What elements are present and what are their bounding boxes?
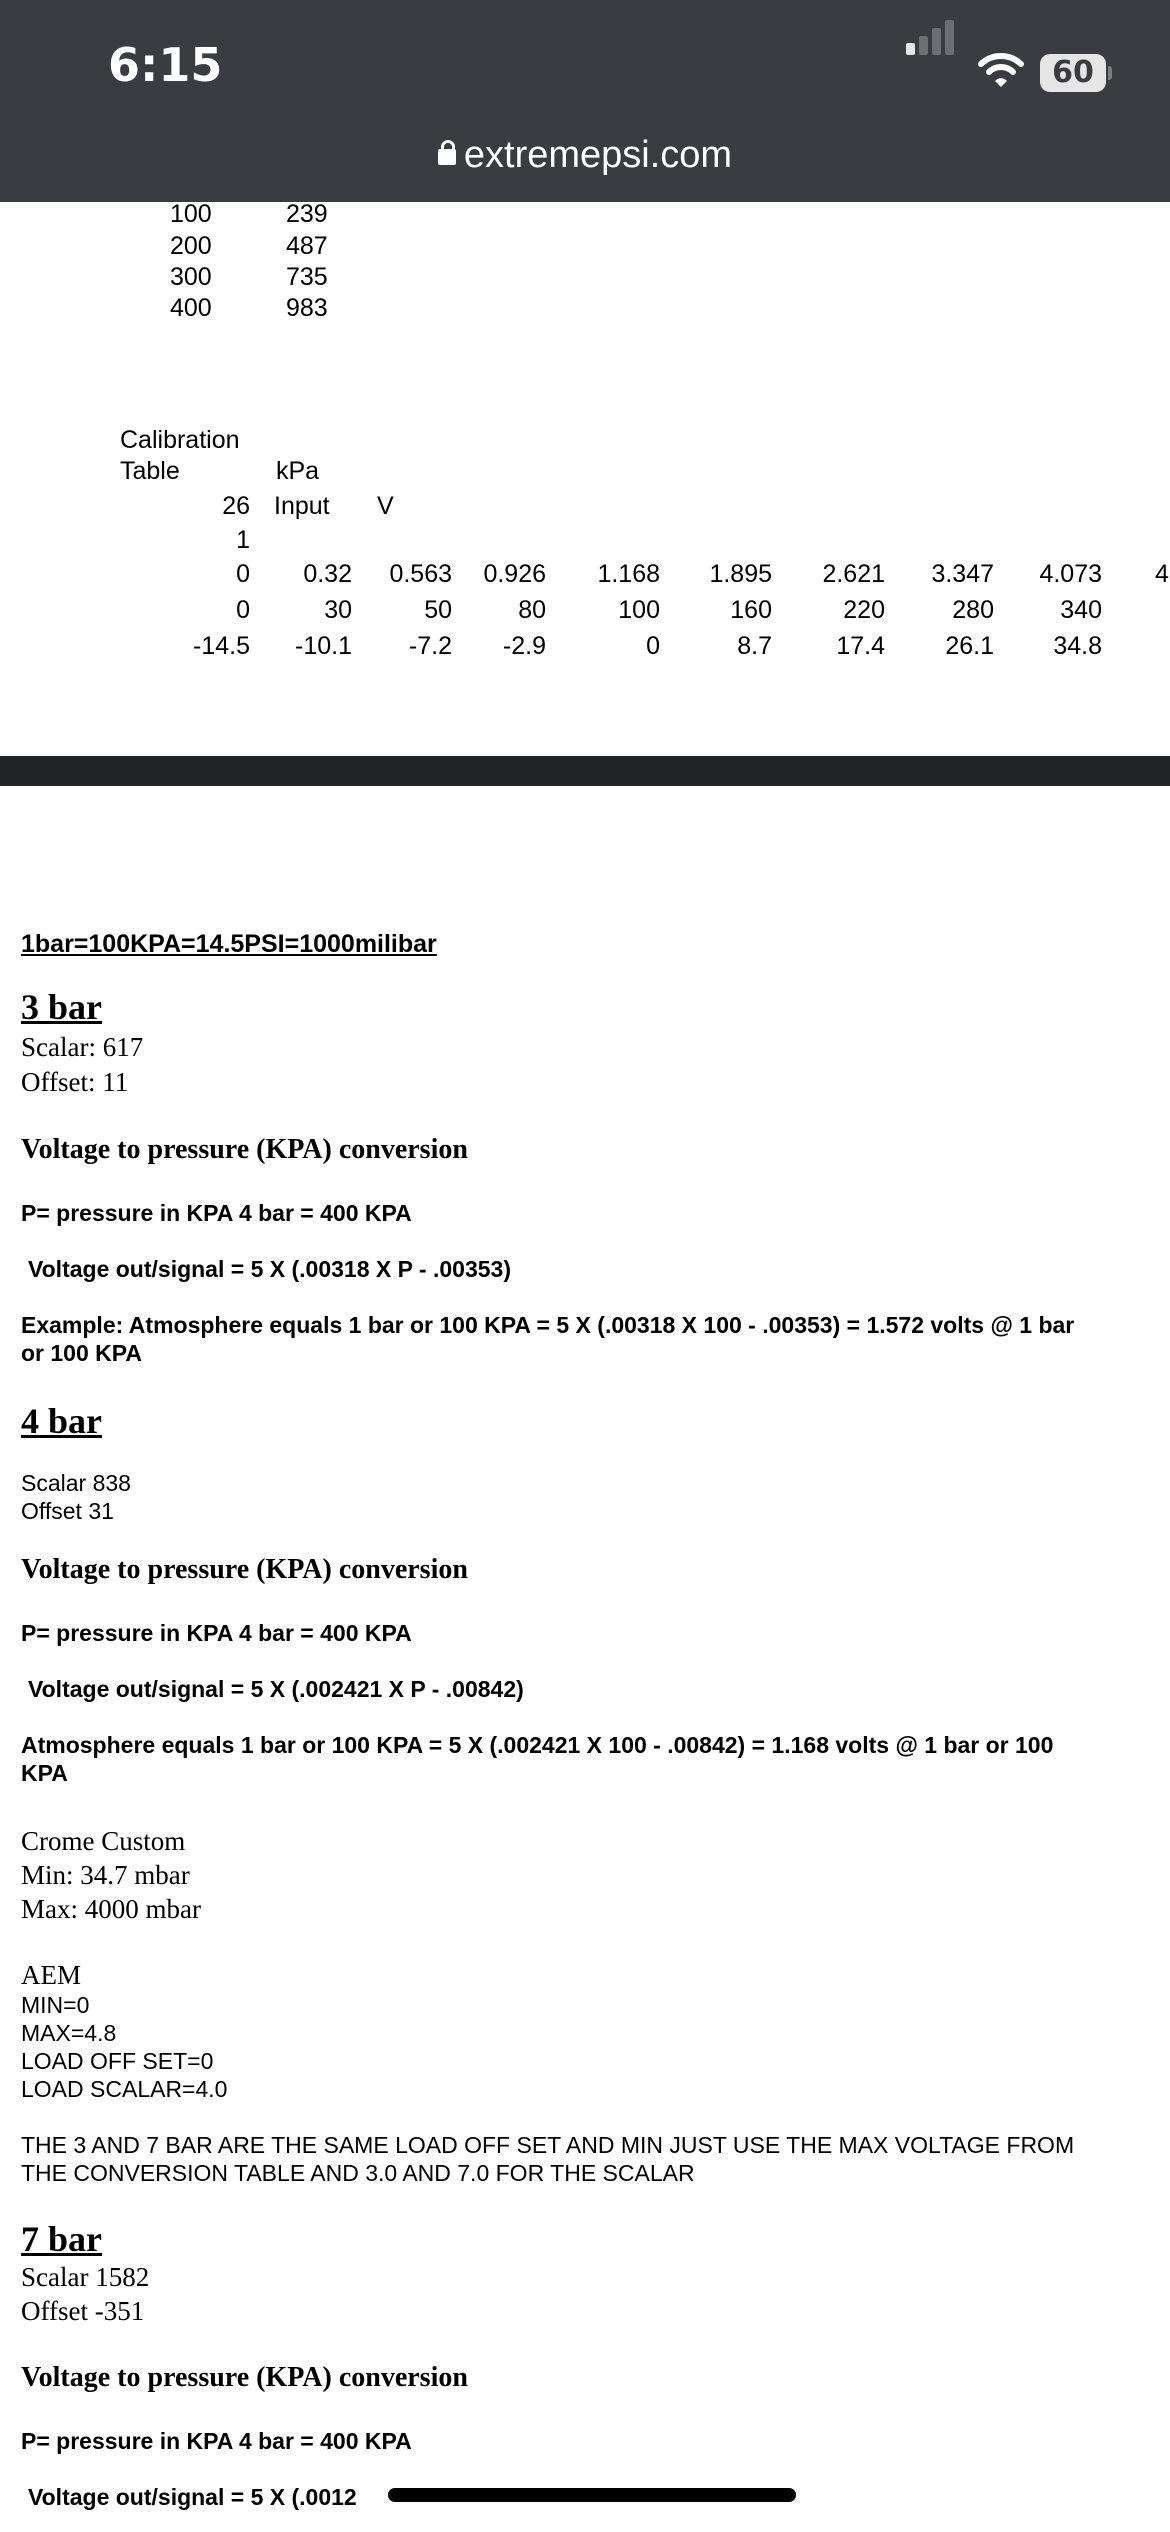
table-cell: 0.926	[483, 560, 546, 588]
voltage-formula: Voltage out/signal = 5 X (.00318 X P - .00353)	[28, 1256, 511, 1282]
offset-text: Offset -351	[21, 2296, 145, 2326]
table-cell: 735	[286, 263, 328, 291]
aem-title: AEM	[21, 1960, 81, 1990]
table-cell: 0.563	[389, 560, 452, 588]
example-text: Atmosphere equals 1 bar or 100 KPA = 5 X (.002421 X 100 - .00842) = 1.168 volts @ 1 bar or 100	[21, 1732, 1054, 1758]
table-cell: 0.32	[303, 560, 352, 588]
section-heading-7-bar: 7 bar	[21, 2219, 102, 2259]
table-cell: 200	[170, 232, 212, 260]
table-cell: 3.347	[931, 560, 994, 588]
example-text: KPA	[21, 1760, 68, 1786]
aem-note: THE 3 AND 7 BAR ARE THE SAME LOAD OFF SET AND MIN JUST USE THE MAX VOLTAGE FROM	[21, 2132, 1075, 2158]
crome-title: Crome Custom	[21, 1826, 186, 1856]
table-cell: 26.1	[945, 632, 994, 660]
table-cell: 1.895	[709, 560, 772, 588]
table-cell: 0	[646, 632, 660, 660]
url-domain: extremepsi.com	[463, 134, 733, 176]
battery-tip	[1108, 66, 1112, 80]
offset-text: Offset: 11	[21, 1067, 129, 1097]
scalar-text: Scalar 1582	[21, 2262, 150, 2292]
table-cell: 0	[236, 560, 250, 588]
image-divider	[0, 756, 1170, 786]
crome-max: Max: 4000 mbar	[21, 1894, 201, 1924]
table-cell: 8.7	[737, 632, 772, 660]
lock-icon	[438, 149, 456, 165]
table-cell: 340	[1060, 596, 1102, 624]
aem-min: MIN=0	[21, 1992, 90, 2018]
section-heading-4-bar: 4 bar	[21, 1401, 102, 1441]
pressure-definition: P= pressure in KPA 4 bar = 400 KPA	[21, 2428, 412, 2454]
calibration-title: Table	[120, 457, 180, 485]
voltage-formula: Voltage out/signal = 5 X (.002421 X P - .00842)	[28, 1676, 524, 1702]
aem-load-scalar: LOAD SCALAR=4.0	[21, 2076, 228, 2102]
table-cell: 17.4	[836, 632, 885, 660]
conversion-subheading: Voltage to pressure (KPA) conversion	[21, 1554, 468, 1585]
conversion-subheading: Voltage to pressure (KPA) conversion	[21, 2362, 468, 2393]
example-text: or 100 KPA	[21, 1340, 143, 1366]
table-cell: 0	[236, 596, 250, 624]
table-cell: 26	[222, 492, 250, 520]
table-cell: 280	[952, 596, 994, 624]
table-cell: 80	[518, 596, 546, 624]
example-text: Example: Atmosphere equals 1 bar or 100 KPA = 5 X (.00318 X 100 - .00353) = 1.572 volts @ 1 bar	[21, 1312, 1075, 1338]
input-header: Input	[274, 492, 330, 520]
voltage-formula: Voltage out/signal = 5 X (.0012	[28, 2484, 357, 2510]
crome-min: Min: 34.7 mbar	[21, 1860, 190, 1890]
battery-icon: 60	[1040, 54, 1106, 92]
status-time: 6:15	[108, 38, 223, 92]
table-cell: -14.5	[193, 632, 250, 660]
section-heading-3-bar: 3 bar	[21, 987, 102, 1027]
table-cell: 34.8	[1053, 632, 1102, 660]
table-cell: 50	[424, 596, 452, 624]
table-cell: 1	[236, 526, 250, 554]
v-header: V	[377, 492, 394, 520]
aem-load-offset: LOAD OFF SET=0	[21, 2048, 214, 2074]
table-cell: 487	[286, 232, 328, 260]
table-cell: 300	[170, 263, 212, 291]
aem-note: THE CONVERSION TABLE AND 3.0 AND 7.0 FOR THE SCALAR	[21, 2160, 695, 2186]
pressure-definition: P= pressure in KPA 4 bar = 400 KPA	[21, 1200, 412, 1226]
table-cell: -2.9	[502, 632, 546, 660]
scalar-text: Scalar 838	[21, 1470, 131, 1496]
home-indicator[interactable]	[388, 2488, 796, 2502]
table-cell: 239	[286, 200, 328, 228]
table-cell: 983	[286, 294, 328, 322]
table-cell: 4	[1155, 560, 1169, 588]
table-cell: 100	[618, 596, 660, 624]
pressure-definition: P= pressure in KPA 4 bar = 400 KPA	[21, 1620, 412, 1646]
scalar-text: Scalar: 617	[21, 1032, 144, 1062]
offset-text: Offset 31	[21, 1498, 114, 1524]
table-cell: -10.1	[295, 632, 352, 660]
table-cell: 100	[170, 200, 212, 228]
conversion-note: 1bar=100KPA=14.5PSI=1000milibar	[21, 930, 437, 958]
calibration-title: Calibration	[120, 426, 240, 454]
browser-top-bar	[0, 0, 1170, 202]
table-cell: 2.621	[822, 560, 885, 588]
table-cell: 1.168	[597, 560, 660, 588]
table-cell: 220	[843, 596, 885, 624]
table-cell: 400	[170, 294, 212, 322]
url-bar[interactable]	[0, 134, 1170, 177]
kpa-header: kPa	[276, 457, 320, 485]
aem-max: MAX=4.8	[21, 2020, 117, 2046]
table-cell: 30	[324, 596, 352, 624]
table-cell: 160	[730, 596, 772, 624]
conversion-subheading: Voltage to pressure (KPA) conversion	[21, 1134, 468, 1165]
table-cell: 4.073	[1039, 560, 1102, 588]
wifi-icon	[978, 52, 1024, 88]
table-cell: -7.2	[408, 632, 452, 660]
